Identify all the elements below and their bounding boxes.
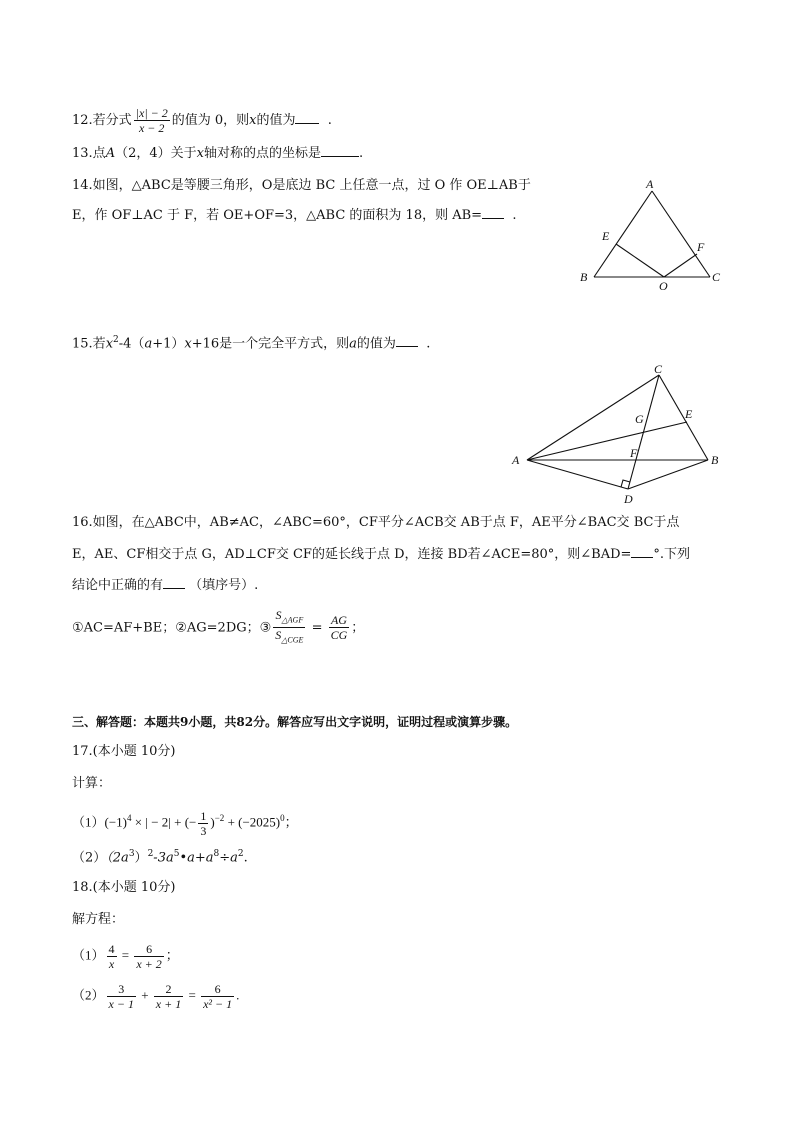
q17-p1-end: ；	[284, 814, 298, 830]
q15-b: -4（	[118, 336, 145, 352]
q16-line2b: °.下列	[653, 547, 691, 562]
q17-p2-f: ÷a	[219, 850, 238, 866]
q18-p2-frac1	[107, 982, 136, 1011]
q12-suffix1: 的值为 0，则	[171, 113, 250, 128]
q16-s-den-sub: △CGE	[281, 635, 304, 645]
section3-a: 三、解答题：本题共	[72, 715, 181, 729]
q15-x: x	[105, 336, 114, 352]
q16-s-num-sub: △AGF	[281, 615, 304, 625]
q17-p1-c-exp: −2	[214, 813, 225, 823]
q17-p2-b: ）	[134, 850, 148, 866]
q17-p1-c: )	[210, 814, 215, 830]
q16-r-den: CG	[330, 628, 348, 643]
question-16-options	[72, 608, 364, 648]
fig16-label-g: G	[635, 412, 644, 426]
fig16-side-bc	[659, 375, 708, 460]
q18-p1-d2: x + 2	[136, 957, 162, 971]
q18-p2-frac3	[201, 982, 234, 1011]
section3-c: 分。解答应写出文字说明，证明过程或演算步骤。	[253, 715, 518, 729]
q16-eq: =	[311, 620, 323, 636]
q15-end: .	[426, 336, 431, 352]
q18-p2-label: （2）	[72, 987, 105, 1003]
q16-r-num: AG	[329, 613, 350, 628]
q18-part1	[72, 942, 179, 971]
q18-p2-end: .	[236, 987, 240, 1003]
q17-part1	[72, 808, 298, 838]
q18-lead: 解方程：	[72, 912, 125, 927]
q18-p1-n2: 6	[134, 942, 163, 957]
q12-frac-num: |x| − 2	[135, 106, 168, 120]
fig16-label-d: D	[624, 492, 633, 506]
q17-p1-a: (−1)	[104, 814, 128, 830]
q16-line3a: 结论中正确的有	[72, 578, 164, 593]
q15-a: 15.若	[72, 336, 106, 352]
q18-p2-d1: x − 1	[108, 997, 134, 1011]
q16-segment-ratio	[329, 613, 350, 642]
section3-n1: 9	[180, 715, 189, 729]
q13-end: .	[358, 146, 364, 161]
q17-p1-label: （1）	[72, 814, 105, 830]
q17-p2-c: -3a	[153, 850, 174, 866]
q18-p2-d2: x + 1	[155, 997, 182, 1011]
q16-line2a: E，AE、CF相交于点 G，AD⊥CF交 CF的延长线于点 D，连接 BD若∠ACE=80°，则∠BAD=	[72, 547, 632, 562]
q18-p2-n3: 6	[201, 982, 234, 997]
q12-end: .	[327, 113, 332, 128]
q16-end: ；	[351, 620, 365, 636]
fig14-label-e: E	[602, 229, 610, 243]
q17-p2-label: （2）	[72, 850, 107, 866]
fig16-segment-bd	[628, 460, 708, 489]
q17-lead: 计算：	[72, 776, 112, 791]
fig14-label-a: A	[646, 177, 654, 191]
q16-s-den: S	[275, 628, 282, 643]
q17-p2-e5: 2	[237, 849, 244, 859]
q18-p1-eq: =	[121, 947, 130, 963]
question-16-line1	[72, 513, 679, 533]
q16-options-text: ①AC=AF+BE；②AG=2DG；③	[72, 620, 272, 636]
q17-p1-fraction	[198, 809, 208, 838]
fig16-segment-ad	[527, 460, 628, 489]
q16-s-num: S	[275, 608, 282, 622]
fig16-label-f: F	[630, 446, 638, 460]
fig14-label-b: B	[580, 270, 588, 284]
q15-x2: x	[184, 336, 192, 352]
section3-b: 小题，共	[188, 715, 237, 729]
fig16-label-c: C	[654, 362, 663, 376]
question-16-line3	[72, 576, 258, 596]
q18-p1-frac1	[107, 942, 117, 971]
q15-c: +1）	[152, 336, 185, 352]
fig14-label-f: F	[697, 240, 705, 254]
q18-p1-frac2	[134, 942, 163, 971]
q18-part2	[72, 982, 239, 1011]
q17-p2-e3: 5	[173, 849, 180, 859]
q17-p2-text: （2a	[106, 850, 129, 866]
q17-p2-e2: 2	[147, 849, 154, 859]
q15-d: +16是一个完全平方式，则	[191, 336, 350, 352]
q17-part2	[72, 844, 248, 868]
q17-p2-end: .	[243, 850, 248, 866]
fig14-label-o: O	[659, 279, 668, 293]
section-3-heading	[72, 712, 517, 732]
q18-p2-n1: 3	[107, 982, 136, 997]
q18-p1-d1: x	[108, 957, 115, 971]
q13-coord: （2，4）关于	[115, 146, 197, 161]
fig16-segment-ae	[527, 422, 687, 460]
q12-prefix: 12.若分式	[72, 113, 132, 128]
fig16-label-a: A	[512, 453, 520, 467]
q13-suffix: 轴对称的点的坐标是	[203, 146, 321, 161]
q14-line2b: .	[512, 208, 517, 223]
q17-p1-d: + (−2025)	[224, 814, 281, 830]
q18-p2-frac2	[154, 982, 183, 1011]
q17-p2-e1: 3	[128, 849, 135, 859]
q17-title: 17.(本小题 10分)	[72, 744, 176, 759]
q16-line3b: （填序号）.	[189, 578, 259, 593]
q17-p1-a-exp: 4	[127, 813, 132, 823]
q15-var-a2: a	[349, 336, 357, 352]
q17-p2-e4: 8	[213, 849, 220, 859]
q17-p1-frac-num: 1	[200, 808, 207, 823]
q16-line1: 16.如图，在△ABC中，AB≠AC，∠ABC=60°，CF平分∠ACB交 AB于点 F，AE平分∠BAC交 BC于点	[72, 515, 680, 530]
q16-area-ratio	[273, 608, 305, 648]
question-16-line2	[72, 545, 690, 565]
q13-prefix: 13.点	[72, 146, 106, 161]
q18-p1-label: （1）	[72, 947, 105, 963]
q13-point: A	[105, 146, 116, 161]
q14-line1: 14.如图，△ABC是等腰三角形，O是底边 BC 上任意一点，过 O 作 OE⊥AB于	[72, 178, 531, 193]
section3-n2: 82	[236, 715, 254, 729]
q13-axis: x	[196, 146, 204, 161]
q12-frac-den: x − 2	[138, 121, 165, 135]
q18-p2-d3: x² − 1	[203, 997, 233, 1011]
q18-p2-eq: =	[188, 987, 196, 1003]
q12-var: x	[249, 113, 257, 128]
fig16-label-e: E	[685, 407, 693, 421]
q16-angle-blank[interactable]	[631, 557, 653, 558]
q15-e: 的值为	[356, 336, 396, 352]
q17-p2-d: •a+a	[179, 850, 214, 866]
q17-p1-frac-den: 3	[200, 823, 207, 838]
fig16-label-b: B	[711, 453, 719, 467]
q16-answer-blank[interactable]	[163, 588, 185, 589]
q17-p1-b: × | − 2| + (−	[131, 814, 197, 830]
q15-exp: 2	[113, 335, 119, 345]
q15-var-a: a	[144, 336, 153, 352]
q12-suffix2: 的值为	[256, 113, 296, 128]
q14-line2a: E，作 OF⊥AC 于 F，若 OE+OF=3，△ABC 的面积为 18，则 AB=	[72, 208, 483, 223]
fig14-label-c: C	[712, 270, 721, 284]
q18-title: 18.(本小题 10分)	[72, 880, 176, 895]
q18-p2-plus: +	[141, 987, 149, 1003]
q18-p1-end: ；	[165, 947, 179, 963]
q17-p1-d-exp: 0	[280, 813, 285, 823]
q18-p2-n2: 2	[154, 982, 183, 997]
q18-p1-n1: 4	[108, 942, 115, 956]
